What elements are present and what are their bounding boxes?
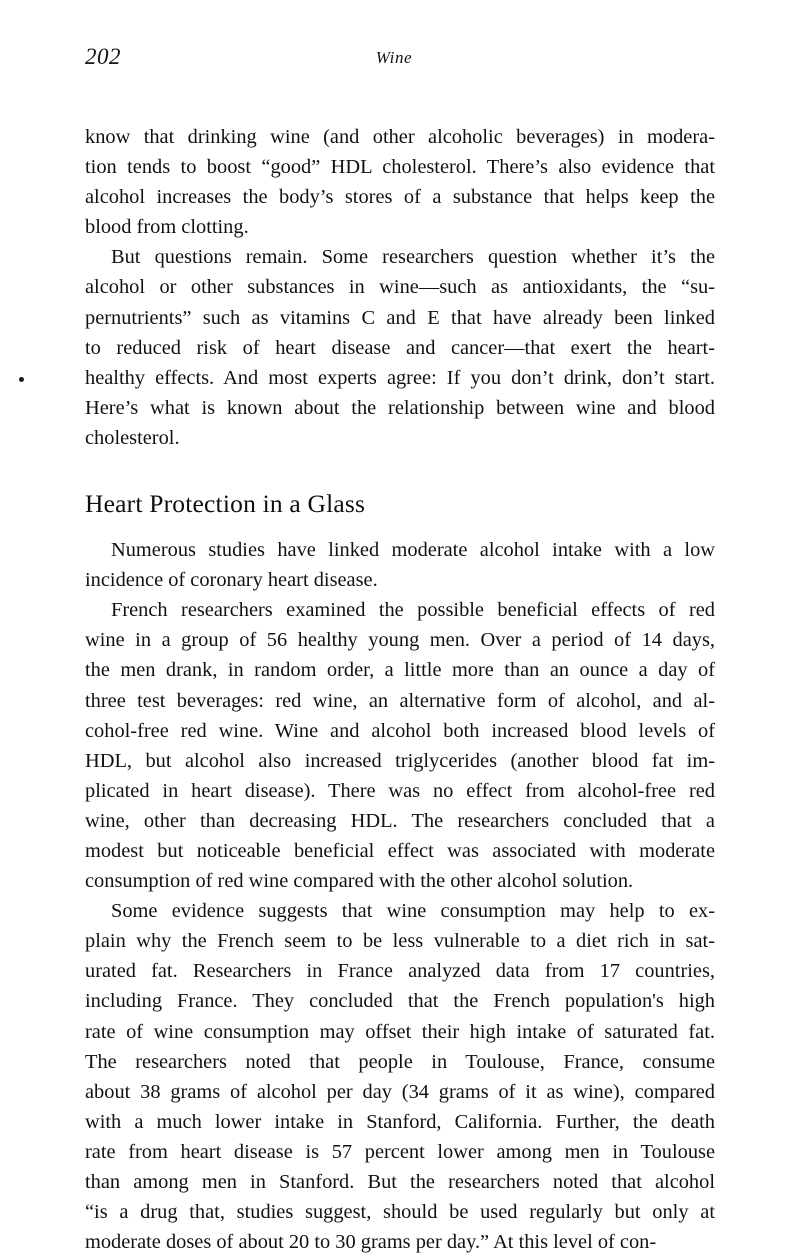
text-line: Numerous studies have linked moderate alcohol intake with a low bbox=[111, 539, 715, 562]
paragraph bbox=[85, 896, 715, 1257]
page-number: 202 bbox=[85, 44, 121, 69]
text-line: tion tends to boost “good” HDL cholesterol. There’s also evidence that bbox=[85, 156, 715, 179]
text-line: modest but noticeable beneficial effect was associated with moderate bbox=[85, 839, 715, 862]
text-line: with a much lower intake in Stanford, California. Further, the death bbox=[85, 1110, 715, 1133]
text-line: French researchers examined the possible beneficial effects of red bbox=[111, 599, 715, 622]
text-line: incidence of coronary heart disease. bbox=[85, 569, 378, 592]
text-line: wine, other than decreasing HDL. The researchers concluded that a bbox=[85, 809, 715, 832]
text-line: pernutrients” such as vitamins C and E that have already been linked bbox=[85, 306, 715, 329]
text-line: consumption of red wine compared with the other alcohol solution. bbox=[85, 870, 634, 893]
text-line: moderate doses of about 20 to 30 grams per day.” At this level of con- bbox=[85, 1231, 657, 1254]
text-line: the men drank, in random order, a little more than an ounce a day of bbox=[85, 659, 715, 682]
text-line: alcohol or other substances in wine—such as antioxidants, the “su- bbox=[85, 276, 715, 299]
spacer bbox=[85, 453, 715, 487]
text-line: alcohol increases the body’s stores of a substance that helps keep the bbox=[85, 186, 715, 209]
section-heading: Heart Protection in a Glass bbox=[85, 489, 366, 519]
text-line: plicated in heart disease). There was no effect from alcohol-free red bbox=[85, 779, 715, 802]
scan-artifact-speck bbox=[19, 377, 24, 382]
text-line: “is a drug that, studies suggest, should be used regularly but only at bbox=[85, 1201, 715, 1224]
text-line: rate from heart disease is 57 percent lower among men in Toulouse bbox=[85, 1140, 715, 1163]
text-line: including France. They concluded that the French population's high bbox=[85, 990, 715, 1013]
paragraph bbox=[85, 595, 715, 896]
text-line: than among men in Stanford. But the researchers noted that alcohol bbox=[85, 1171, 715, 1193]
text-line: Here’s what is known about the relationship between wine and blood bbox=[85, 396, 715, 419]
text-line: Some evidence suggests that wine consumption may help to ex- bbox=[111, 900, 715, 923]
text-line: three test beverages: red wine, an alternative form of alcohol, and al- bbox=[85, 689, 715, 712]
paragraph bbox=[85, 535, 715, 595]
running-title: Wine bbox=[375, 48, 413, 67]
text-line: rate of wine consumption may offset their high intake of saturated fat. bbox=[85, 1020, 715, 1043]
text-line: about 38 grams of alcohol per day (34 grams of it as wine), compared bbox=[85, 1080, 715, 1103]
text-block bbox=[85, 122, 715, 1257]
text-line: wine in a group of 56 healthy young men. Over a period of 14 days, bbox=[85, 629, 715, 652]
text-line: plain why the French seem to be less vulnerable to a diet rich in sat- bbox=[85, 930, 715, 953]
text-line: urated fat. Researchers in France analyzed data from 17 countries, bbox=[85, 960, 715, 983]
paragraphs-after-heading bbox=[85, 535, 715, 1257]
text-line: The researchers noted that people in Toulouse, France, consume bbox=[85, 1050, 715, 1073]
text-line: HDL, but alcohol also increased triglycerides (another blood fat im- bbox=[85, 749, 715, 772]
text-line: But questions remain. Some researchers question whether it’s the bbox=[111, 246, 715, 269]
text-line: cohol-free red wine. Wine and alcohol both increased blood levels of bbox=[85, 719, 715, 742]
paragraph bbox=[85, 242, 715, 453]
paragraphs-before-heading bbox=[85, 122, 715, 453]
text-line: blood from clotting. bbox=[85, 216, 249, 239]
paragraph bbox=[85, 122, 715, 242]
text-line: healthy effects. And most experts agree: If you don’t drink, don’t start. bbox=[85, 366, 715, 389]
text-line: cholesterol. bbox=[85, 426, 180, 449]
spacer bbox=[85, 521, 715, 535]
running-head bbox=[85, 44, 715, 70]
text-line: know that drinking wine (and other alcoholic beverages) in modera- bbox=[85, 126, 715, 148]
text-line: to reduced risk of heart disease and cancer—that exert the heart- bbox=[85, 336, 715, 359]
